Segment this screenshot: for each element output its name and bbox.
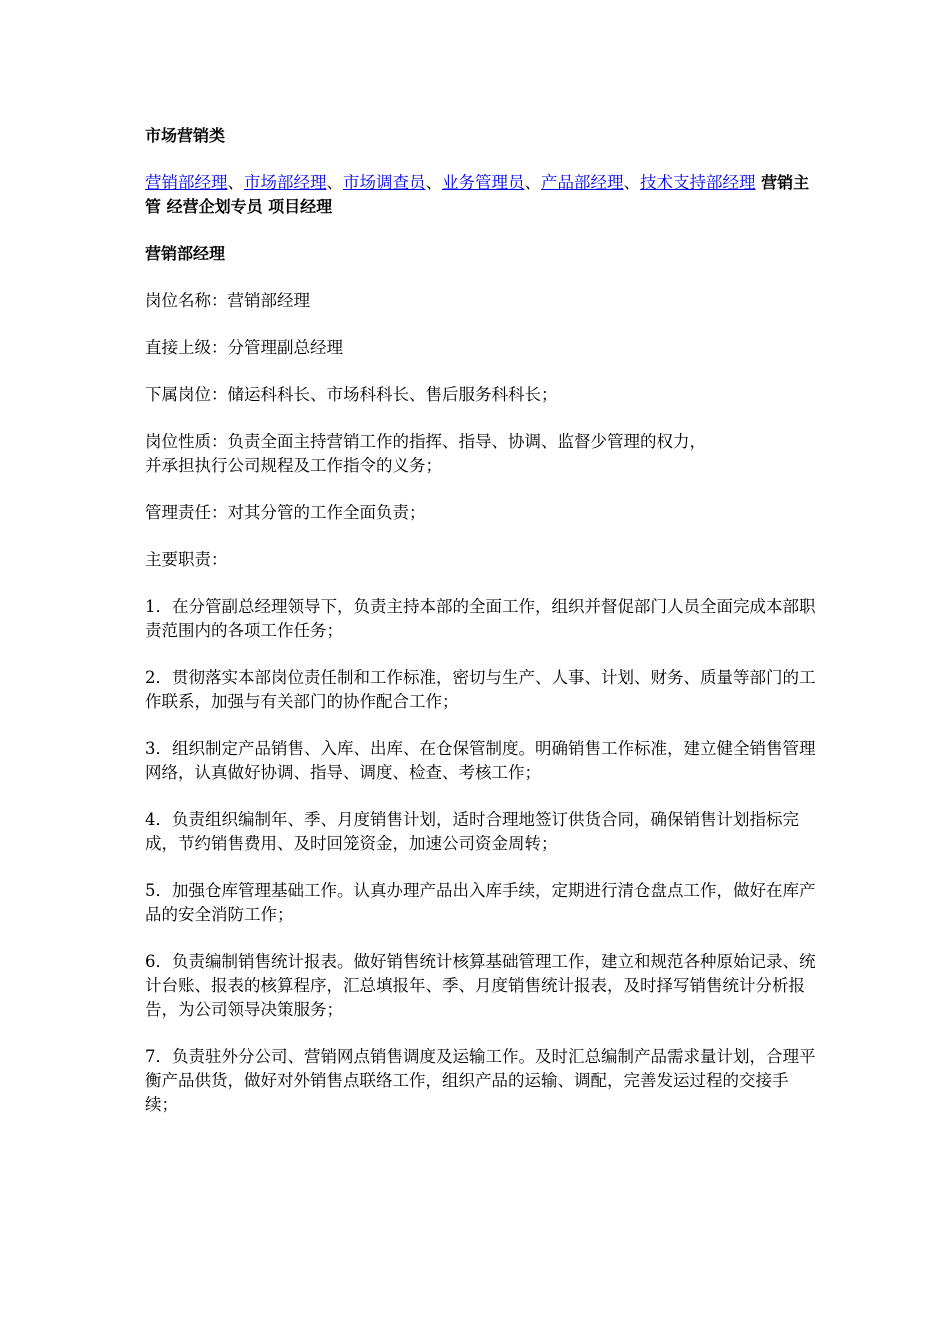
link-market-researcher[interactable]: 市场调查员 bbox=[343, 173, 426, 192]
link-separator: 、 bbox=[326, 173, 343, 192]
management-responsibility: 管理责任：对其分管的工作全面负责； bbox=[145, 503, 426, 522]
duty-item: 1．在分管副总经理领导下，负责主持本部的全面工作，组织并督促部门人员全面完成本部职责范围内的各项工作任务； bbox=[145, 597, 816, 640]
link-product-dept-manager[interactable]: 产品部经理 bbox=[541, 173, 624, 192]
link-business-administrator[interactable]: 业务管理员 bbox=[442, 173, 525, 192]
position-name: 岗位名称：营销部经理 bbox=[145, 291, 310, 310]
position-nature-line: 并承担执行公司规程及工作指令的义务； bbox=[145, 456, 442, 475]
duty-item: 5．加强仓库管理基础工作。认真办理产品出入库手续，定期进行清仓盘点工作，做好在库产品的安全消防工作； bbox=[145, 881, 816, 924]
link-separator: 、 bbox=[623, 173, 640, 192]
duty-item: 6．负责编制销售统计报表。做好销售统计核算基础管理工作，建立和规范各种原始记录、统计台账、报表的核算程序，汇总填报年、季、月度销售统计报表，及时择写销售统计分析报告，为公司领导决策服务； bbox=[145, 952, 816, 1019]
duties-heading: 主要职责： bbox=[145, 550, 228, 569]
duty-item: 7．负责驻外分公司、营销网点销售调度及运输工作。及时汇总编制产品需求量计划，合理平衡产品供货，做好对外销售点联络工作，组织产品的运输、调配，完善发运过程的交接手续； bbox=[145, 1047, 816, 1114]
position-links bbox=[145, 171, 817, 219]
link-separator: 、 bbox=[425, 173, 442, 192]
direct-superior: 直接上级：分管理副总经理 bbox=[145, 338, 343, 357]
position-nature bbox=[145, 430, 817, 478]
other-positions-text: 营销主管 经营企划专员 项目经理 bbox=[145, 173, 810, 216]
section-title: 营销部经理 bbox=[145, 244, 226, 263]
link-market-dept-manager[interactable]: 市场部经理 bbox=[244, 173, 327, 192]
duty-item: 2．贯彻落实本部岗位责任制和工作标准，密切与生产、人事、计划、财务、质量等部门的工作联系，加强与有关部门的协作配合工作； bbox=[145, 668, 816, 711]
category-title: 市场营销类 bbox=[145, 126, 226, 145]
subordinate-positions: 下属岗位：储运科科长、市场科科长、售后服务科科长； bbox=[145, 385, 558, 404]
link-separator: 、 bbox=[524, 173, 541, 192]
duty-item: 3．组织制定产品销售、入库、出库、在仓保管制度。明确销售工作标准，建立健全销售管理网络，认真做好协调、指导、调度、检查、考核工作； bbox=[145, 739, 816, 782]
document-page bbox=[145, 124, 817, 1140]
link-separator: 、 bbox=[227, 173, 244, 192]
link-tech-support-dept-manager[interactable]: 技术支持部经理 bbox=[640, 173, 756, 192]
duty-item: 4．负责组织编制年、季、月度销售计划，适时合理地签订供货合同，确保销售计划指标完成，节约销售费用、及时回笼资金，加速公司资金周转； bbox=[145, 810, 799, 853]
position-nature-line: 岗位性质：负责全面主持营销工作的指挥、指导、协调、监督少管理的权力， bbox=[145, 432, 706, 451]
link-marketing-dept-manager[interactable]: 营销部经理 bbox=[145, 173, 228, 192]
